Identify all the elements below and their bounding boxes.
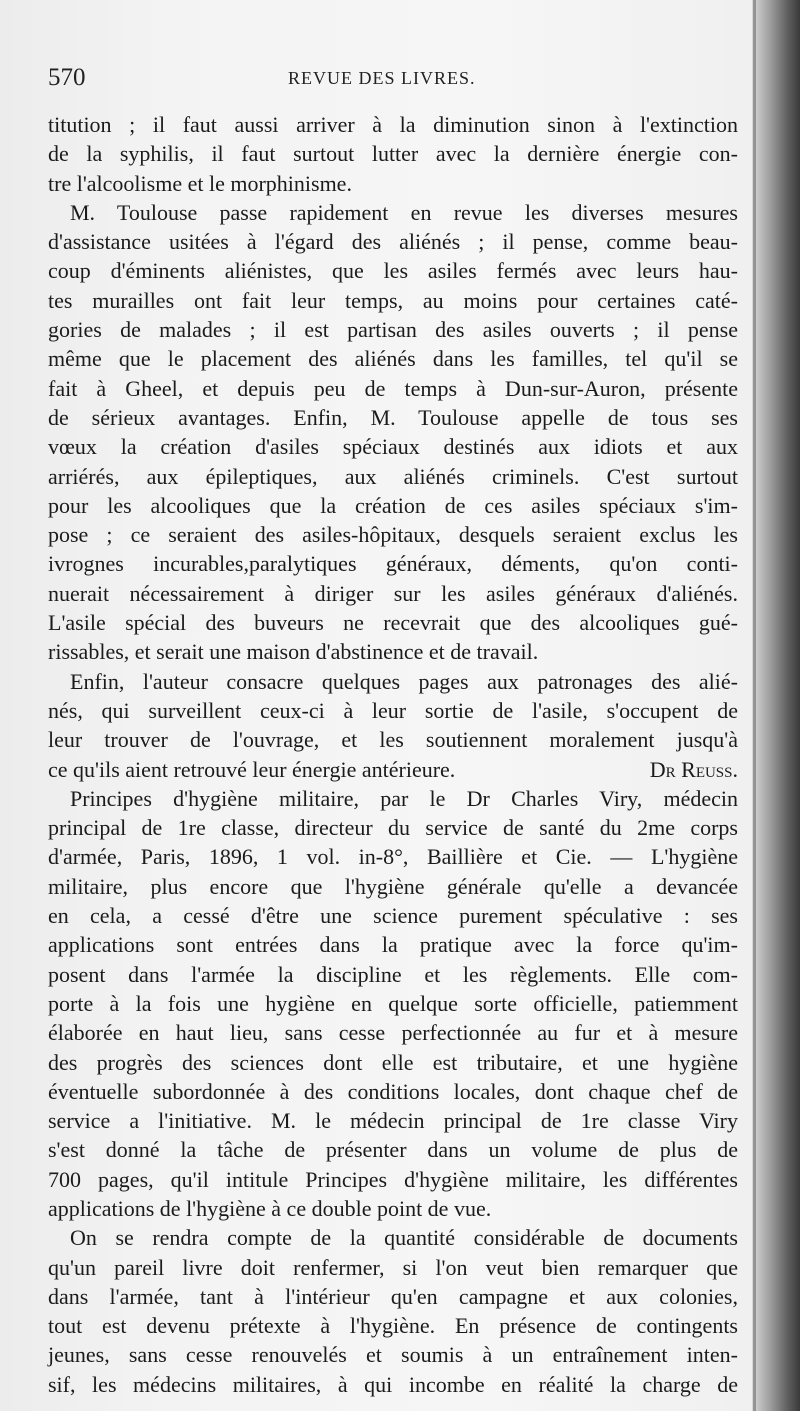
- text-line: pour les alcooliques que la création de ces asiles spéciaux s'im-: [48, 492, 738, 518]
- text-line: dans l'armée, tant à l'intérieur qu'en campagne et aux colonies,: [48, 1283, 738, 1309]
- text-line: gories de malades ; il est partisan des asiles ouverts ; il pense: [48, 317, 738, 343]
- text-line: en cela, a cessé d'être une science purement spéculative : ses: [48, 903, 738, 929]
- text-line: s'est donné la tâche de présenter dans un volume de plus de: [48, 1137, 738, 1163]
- text-line: d'armée, Paris, 1896, 1 vol. in-8°, Baillière et Cie. — L'hygiène: [48, 844, 738, 870]
- text-line: nés, qui surveillent ceux-ci à leur sortie de l'asile, s'occupent de: [48, 697, 738, 723]
- text-line: posent dans l'armée la discipline et les règlements. Elle com-: [48, 961, 738, 987]
- text-line: rissables, et serait une maison d'abstinence et de travail.: [48, 639, 539, 665]
- text-line: pose ; ce seraient des asiles-hôpitaux, desquels seraient exclus les: [48, 522, 738, 548]
- text-line: nuerait nécessairement à diriger sur les asiles généraux d'aliénés.: [48, 580, 738, 606]
- text-line: [48, 755, 738, 784]
- text-line: même que le placement des aliénés dans les familles, tel qu'il se: [48, 346, 738, 372]
- body-text: [48, 110, 738, 1399]
- text-line: applications de l'hygiène à ce double point de vue.: [48, 1195, 492, 1221]
- text-line: sif, les médecins militaires, à qui incombe en réalité la charge de: [48, 1371, 738, 1397]
- text-line-content: ce qu'ils aient retrouvé leur énergie antérieure.: [48, 756, 456, 782]
- running-title: REVUE DES LIVRES.: [288, 68, 476, 88]
- text-line: L'asile spécial des buveurs ne recevrait que des alcooliques gué-: [48, 610, 738, 636]
- text-line: porte à la fois une hygiène en quelque sorte officielle, patiemment: [48, 990, 738, 1016]
- text-line: jeunes, sans cesse renouvelés et soumis à un entraînement inten-: [48, 1342, 738, 1368]
- text-line: coup d'éminents aliénistes, que les asiles fermés avec leurs hau-: [48, 258, 738, 284]
- text-line: tes murailles ont fait leur temps, au moins pour certaines caté-: [48, 287, 738, 313]
- text-line: principal de 1re classe, directeur du service de santé du 2me corps: [48, 815, 738, 841]
- text-line: de la syphilis, il faut surtout lutter avec la dernière énergie con-: [48, 141, 738, 167]
- text-line: leur trouver de l'ouvrage, et les soutiennent moralement jusqu'à: [48, 727, 738, 753]
- text-line: tre l'alcoolisme et le morphinisme.: [48, 170, 352, 196]
- text-line: de sérieux avantages. Enfin, M. Toulouse appelle de tous ses: [48, 404, 738, 430]
- text-line: service a l'initiative. M. le médecin principal de 1re classe Viry: [48, 1108, 738, 1134]
- page-header: [48, 64, 748, 100]
- text-line: tout est devenu prétexte à l'hygiène. En présence de contingents: [48, 1313, 738, 1339]
- text-line: 700 pages, qu'il intitule Principes d'hygiène militaire, les différentes: [48, 1166, 738, 1192]
- text-line: éventuelle subordonnée à des conditions locales, dont chaque chef de: [48, 1078, 738, 1104]
- text-line: d'assistance usitées à l'égard des aliénés ; il pense, comme beau-: [48, 229, 738, 255]
- text-line: applications sont entrées dans la pratique avec la force qu'im-: [48, 932, 738, 958]
- binding-gutter: [752, 0, 800, 1411]
- text-line: ivrognes incurables,paralytiques généraux, déments, qu'on conti-: [48, 551, 738, 577]
- signature: Dr Reuss.: [649, 756, 738, 782]
- page-edge-shadow: [753, 0, 756, 1411]
- text-line: On se rendra compte de la quantité considérable de documents: [70, 1225, 738, 1251]
- text-line: arriérés, aux épileptiques, aux aliénés criminels. C'est surtout: [48, 463, 738, 489]
- text-line: M. Toulouse passe rapidement en revue les diverses mesures: [70, 199, 738, 225]
- text-line: titution ; il faut aussi arriver à la diminution sinon à l'extinction: [48, 112, 738, 137]
- text-line: des progrès des sciences dont elle est tributaire, et une hygiène: [48, 1049, 738, 1075]
- text-line: militaire, plus encore que l'hygiène générale qu'elle a devancée: [48, 873, 738, 899]
- page-number: 570: [48, 64, 86, 91]
- text-line: élaborée en haut lieu, sans cesse perfectionnée au fur et à mesure: [48, 1020, 738, 1046]
- text-line: qu'un pareil livre doit renfermer, si l'on veut bien remarquer que: [48, 1254, 738, 1280]
- text-line: vœux la création d'asiles spéciaux destinés aux idiots et aux: [48, 434, 738, 460]
- text-line: fait à Gheel, et depuis peu de temps à Dun-sur-Auron, présente: [48, 375, 738, 401]
- text-line: Enfin, l'auteur consacre quelques pages aux patronages des alié-: [70, 668, 738, 694]
- text-line: Principes d'hygiène militaire, par le Dr Charles Viry, médecin: [70, 785, 738, 811]
